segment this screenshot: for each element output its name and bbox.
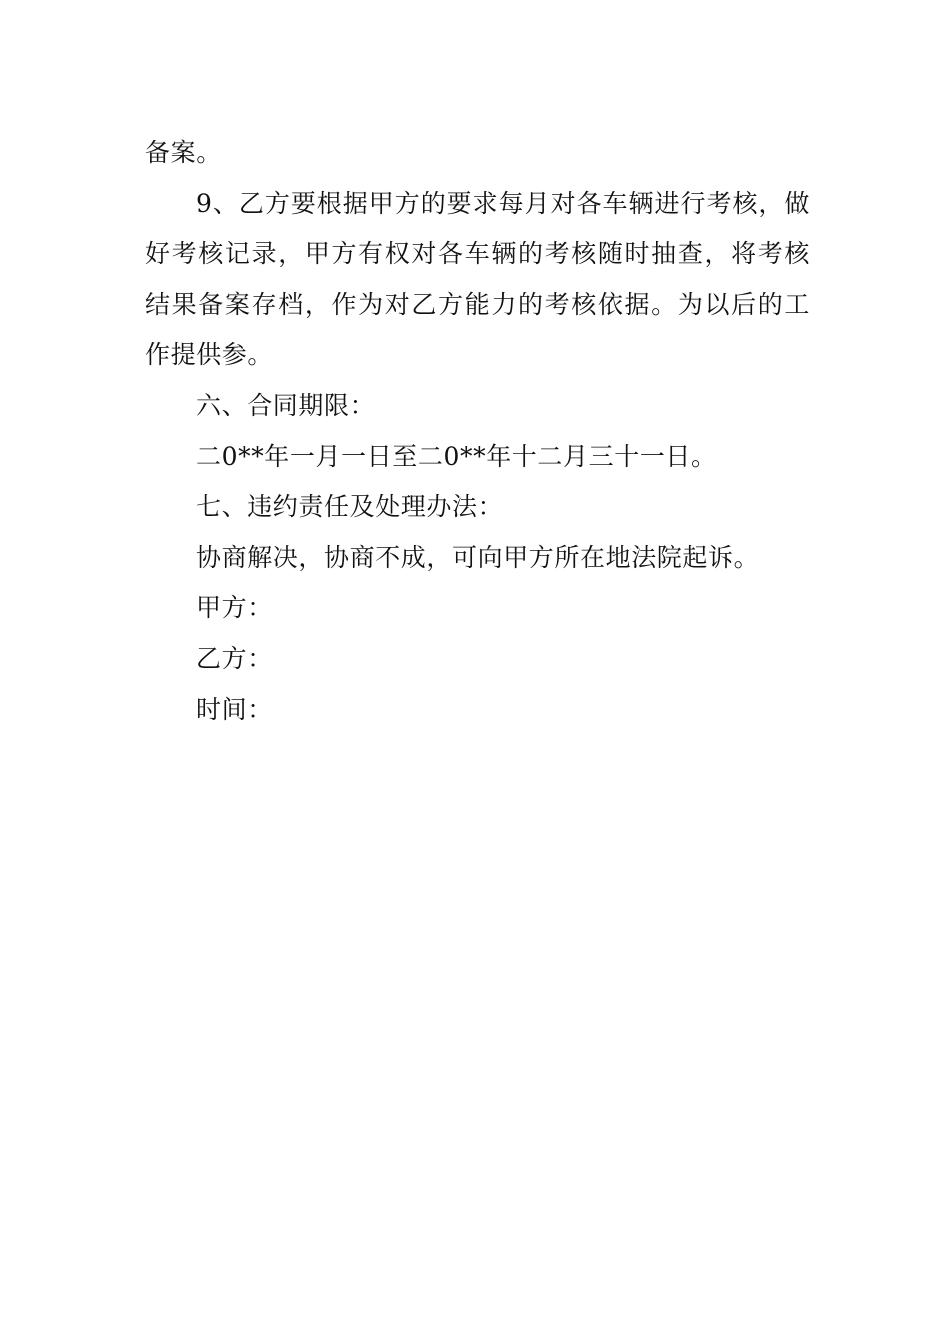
party-a-signature-line: 甲方：	[196, 593, 273, 623]
breach-resolution-text: 协商解决，协商不成，可向甲方所在地法院起诉。	[196, 542, 760, 572]
document-body	[145, 128, 810, 735]
paragraph-continuation: 备案。	[145, 138, 222, 167]
time-signature-line: 时间：	[196, 694, 273, 724]
party-b-signature-line: 乙方：	[196, 643, 273, 673]
clause-9-paragraph: 9、乙方要根据甲方的要求每月对各车辆进行考核，做好考核记录，甲方有权对各车辆的考核随时抽查，将考核结果备案存档，作为对乙方能力的考核依据。为以后的工作提供参。	[145, 188, 810, 370]
contract-term-text: 二0**年一月一日至二0**年十二月三十一日。	[196, 441, 717, 471]
section-breach-heading: 七、违约责任及处理办法：	[196, 492, 504, 522]
section-contract-term-heading: 六、合同期限：	[196, 390, 376, 420]
